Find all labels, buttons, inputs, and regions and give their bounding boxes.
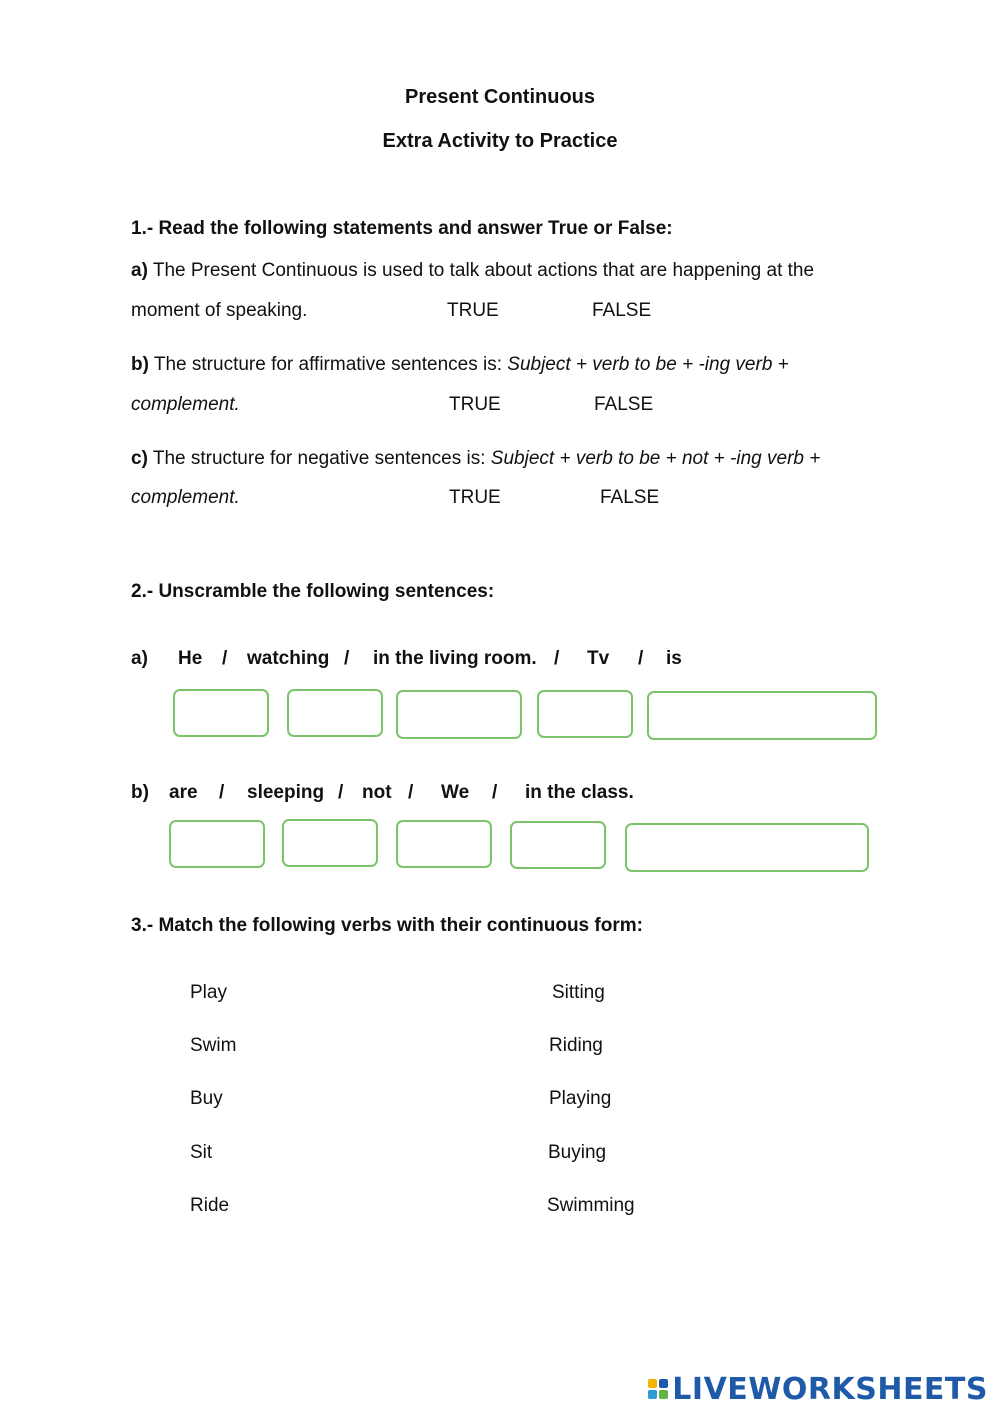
unscramble-b-word-5: in the class.	[525, 782, 634, 803]
unscramble-a-box-4[interactable]	[537, 690, 633, 738]
match-right-item-3[interactable]: Playing	[549, 1088, 612, 1109]
logo-text: LIVEWORKSHEETS	[672, 1371, 988, 1407]
unscramble-b-box-1[interactable]	[169, 820, 265, 868]
unscramble-b-word-3: not	[362, 782, 392, 803]
statement-c-line1	[131, 448, 820, 470]
unscramble-a-word-5: is	[666, 648, 682, 669]
unscramble-a-box-2[interactable]	[287, 689, 383, 737]
match-left-item-5[interactable]: Ride	[190, 1195, 230, 1216]
unscramble-b-box-3[interactable]	[396, 820, 492, 868]
match-left-item-2[interactable]: Swim	[190, 1035, 237, 1056]
logo-grid-icon	[648, 1379, 668, 1399]
match-left-item-3[interactable]: Buy	[190, 1088, 223, 1109]
unscramble-b-sep-4: /	[492, 782, 498, 803]
unscramble-b-word-2: sleeping	[247, 782, 325, 803]
statement-b-label: b)	[131, 354, 149, 375]
statement-b-text: The structure for affirmative sentences is:	[148, 354, 508, 375]
statement-a-line2: moment of speaking.	[131, 300, 308, 321]
unscramble-b-sep-2: /	[338, 782, 344, 803]
match-left-item-1[interactable]: Play	[190, 982, 227, 1003]
statement-c-false[interactable]: FALSE	[600, 487, 660, 508]
statement-a-label: a)	[131, 260, 148, 281]
unscramble-a-sep-1: /	[222, 648, 228, 669]
statement-c-complement: complement.	[131, 487, 240, 508]
statement-b-formula: Subject + verb to be + -ing verb +	[507, 354, 789, 375]
statement-a-true[interactable]: TRUE	[447, 300, 499, 321]
unscramble-a-word-3: in the living room.	[373, 648, 537, 669]
unscramble-b-box-4[interactable]	[510, 821, 606, 869]
statement-c-true[interactable]: TRUE	[449, 487, 501, 508]
page-title: Present Continuous	[404, 86, 595, 108]
match-right-item-1[interactable]: Sitting	[552, 982, 605, 1003]
unscramble-a-box-3[interactable]	[396, 690, 522, 739]
page-subtitle: Extra Activity to Practice	[382, 130, 618, 152]
unscramble-a-sep-3: /	[554, 648, 560, 669]
statement-b-complement: complement.	[131, 394, 240, 415]
unscramble-b-sep-1: /	[219, 782, 225, 803]
liveworksheets-logo	[648, 1371, 988, 1407]
unscramble-a-word-4: Tv	[587, 648, 610, 669]
unscramble-b-word-1: are	[169, 782, 198, 803]
unscramble-b-box-2[interactable]	[282, 819, 378, 867]
statement-a-line1	[131, 260, 814, 282]
statement-b-line2	[131, 394, 240, 416]
statement-b-line1	[131, 354, 789, 376]
match-right-item-5[interactable]: Swimming	[547, 1195, 635, 1216]
statement-b-true[interactable]: TRUE	[449, 394, 501, 415]
unscramble-a-box-1[interactable]	[173, 689, 269, 737]
statement-b-false[interactable]: FALSE	[594, 394, 654, 415]
statement-a-text: The Present Continuous is used to talk about actions that are happening at the	[147, 260, 815, 281]
match-right-item-4[interactable]: Buying	[548, 1142, 607, 1163]
section1-heading: 1.- Read the following statements and answer True or False:	[131, 218, 673, 239]
unscramble-a-box-5[interactable]	[647, 691, 877, 740]
statement-c-label: c)	[131, 448, 148, 469]
section2-heading: 2.- Unscramble the following sentences:	[131, 581, 495, 602]
unscramble-b-sep-3: /	[408, 782, 414, 803]
unscramble-a-label: a)	[131, 648, 148, 669]
statement-c-text: The structure for negative sentences is:	[147, 448, 491, 469]
statement-a-false[interactable]: FALSE	[592, 300, 652, 321]
match-left-item-4[interactable]: Sit	[190, 1142, 213, 1163]
unscramble-a-word-2: watching	[247, 648, 330, 669]
unscramble-a-word-1: He	[178, 648, 203, 669]
section3-heading: 3.- Match the following verbs with their continuous form:	[131, 915, 643, 936]
statement-c-formula: Subject + verb to be + not + -ing verb +	[490, 448, 821, 469]
unscramble-b-box-5[interactable]	[625, 823, 869, 872]
match-right-item-2[interactable]: Riding	[549, 1035, 603, 1056]
statement-c-line2	[131, 487, 240, 509]
unscramble-b-label: b)	[131, 782, 149, 803]
unscramble-a-sep-2: /	[344, 648, 350, 669]
unscramble-b-word-4: We	[441, 782, 470, 803]
unscramble-a-sep-4: /	[638, 648, 644, 669]
